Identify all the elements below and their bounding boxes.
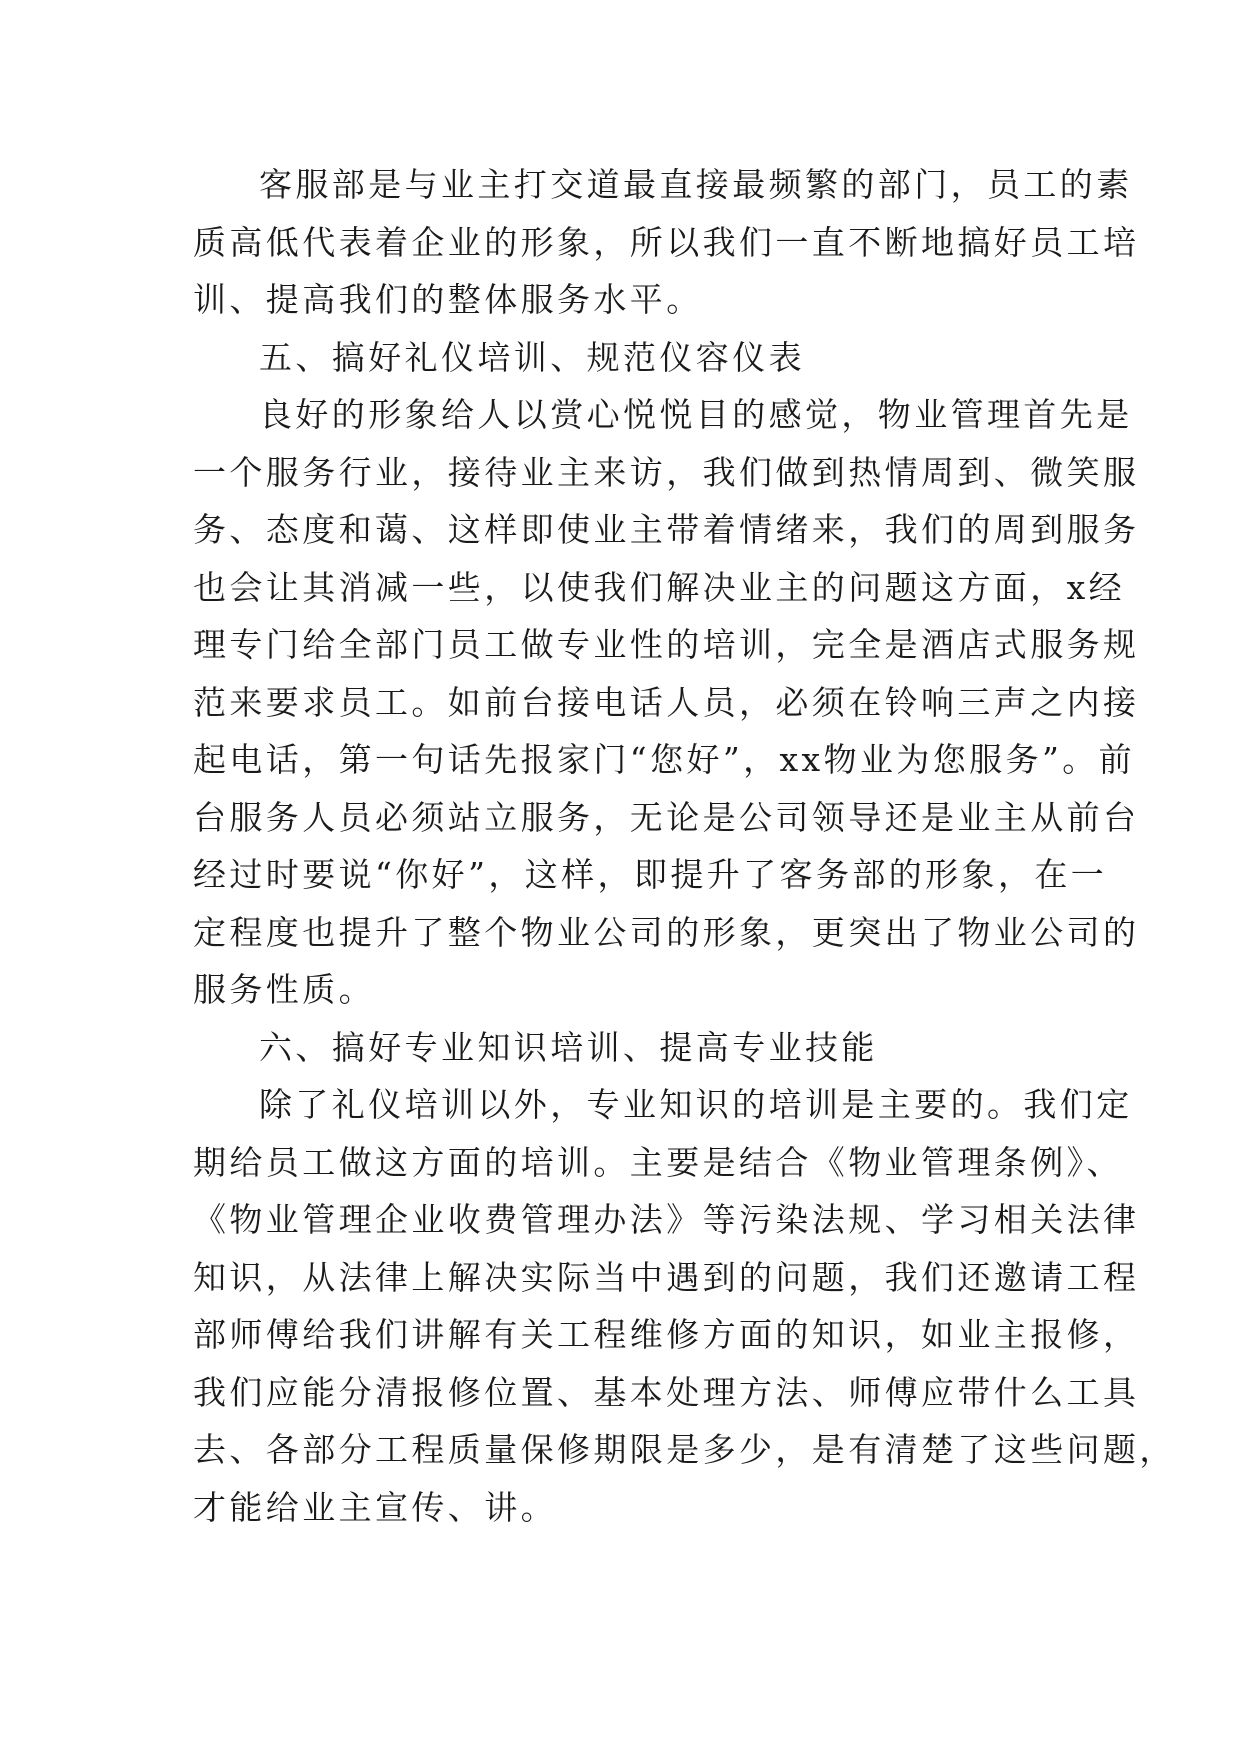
text-line: 服务性质。	[193, 970, 375, 1009]
text-line: 台服务人员必须站立服务，无论是公司领导还是业主从前台	[193, 797, 1140, 837]
text-line: 质高低代表着企业的形象，所以我们一直不断地搞好员工培	[193, 222, 1140, 262]
text-line: 范来要求员工。如前台接电话人员，必须在铃响三声之内接	[193, 682, 1140, 722]
text-line: 理专门给全部门员工做专业性的培训，完全是酒店式服务规	[193, 625, 1140, 664]
text-line: 训、提高我们的整体服务水平。	[193, 280, 703, 319]
text-line: 也会让其消减一些，以使我们解决业主的问题这方面，x经	[193, 567, 1126, 607]
text-line: 经过时要说“你好”，这样，即提升了客务部的形象，在一	[193, 855, 1108, 894]
text-line: 客服部是与业主打交道最直接最频繁的部门，员工的素	[259, 165, 1133, 204]
text-line: 一个服务行业，接待业主来访，我们做到热情周到、微笑服	[193, 452, 1140, 492]
text-line: 《物业管理企业收费管理办法》等污染法规、学习相关法律	[193, 1200, 1140, 1239]
text-line: 起电话，第一句话先报家门“您好”，xx物业为您服务”。前	[193, 740, 1136, 779]
section-heading: 六、搞好专业知识培训、提高专业技能	[259, 1027, 878, 1067]
text-line: 良好的形象给人以赏心悦悦目的感觉，物业管理首先是	[259, 395, 1133, 434]
document-body	[193, 156, 1176, 1536]
text-line: 我们应能分清报修位置、基本处理方法、师傅应带什么工具	[193, 1372, 1140, 1412]
text-line: 知识，从法律上解决实际当中遇到的问题，我们还邀请工程	[193, 1257, 1140, 1297]
text-line: 才能给业主宣传、讲。	[193, 1487, 557, 1527]
text-line: 去、各部分工程质量保修期限是多少，是有清楚了这些问题，	[193, 1430, 1176, 1469]
text-line: 部师傅给我们讲解有关工程维修方面的知识，如业主报修，	[193, 1315, 1140, 1354]
text-line: 期给员工做这方面的培训。主要是结合《物业管理条例》、	[193, 1142, 1123, 1182]
text-line: 除了礼仪培训以外，专业知识的培训是主要的。我们定	[259, 1085, 1133, 1124]
section-heading: 五、搞好礼仪培训、规范仪容仪表	[259, 337, 805, 377]
text-line: 务、态度和蔼、这样即使业主带着情绪来，我们的周到服务	[193, 510, 1140, 549]
text-line: 定程度也提升了整个物业公司的形象，更突出了物业公司的	[193, 912, 1140, 952]
